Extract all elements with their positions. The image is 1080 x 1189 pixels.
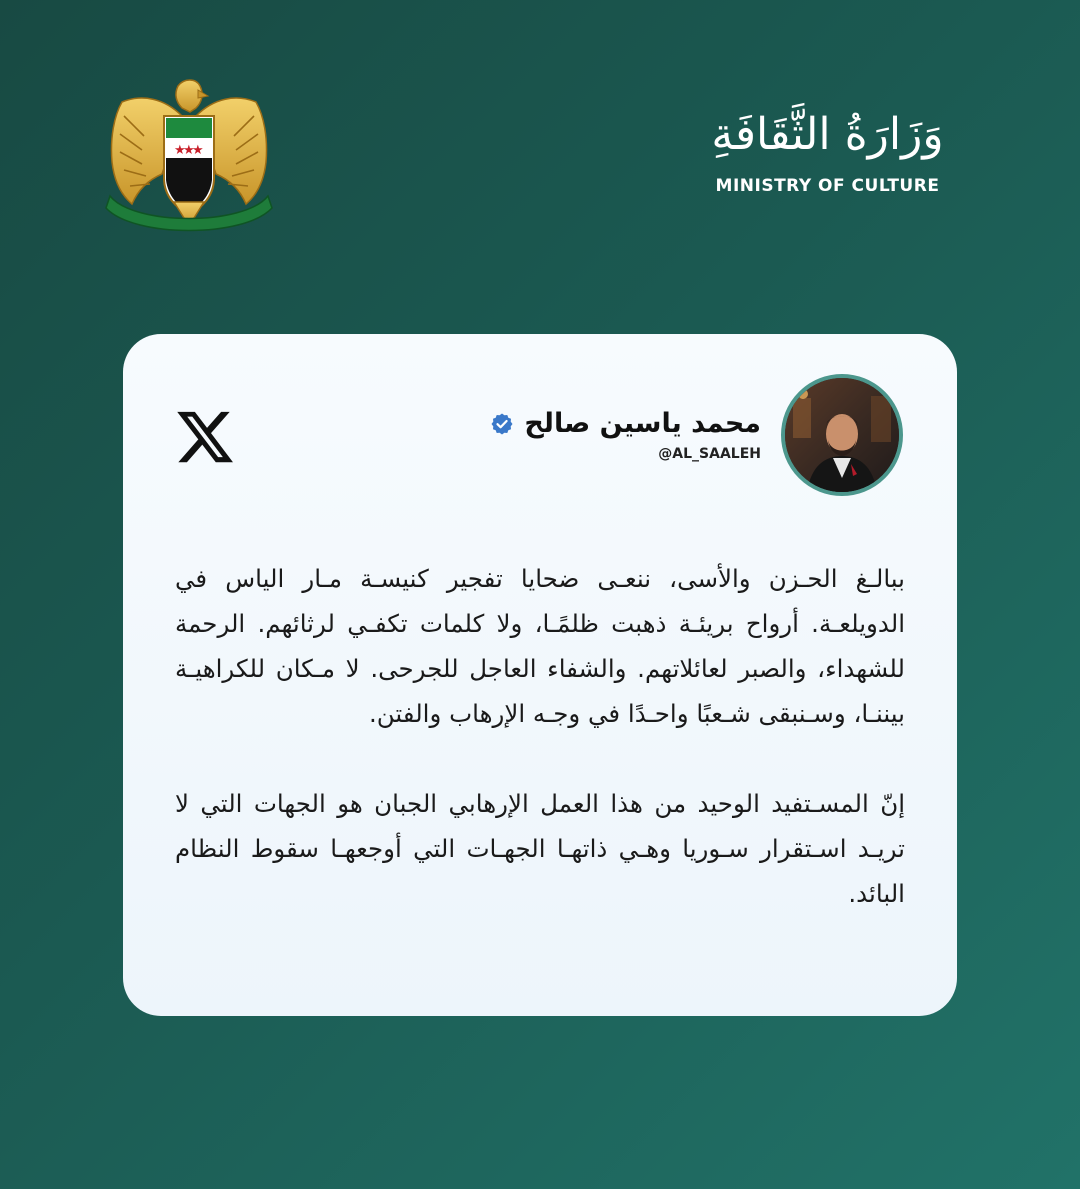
tweet-paragraph-2: إنّ المسـتفيد الوحيد من هذا العمل الإرهابي الجبان هو الجهات التي لا تريـد اسـتقرار سـوريا وهـي ذاتهـا الجهـات التي أوجعهـا سقوط النظام البائد. bbox=[175, 789, 905, 908]
eagle-emblem-icon bbox=[104, 76, 274, 236]
tweet-card bbox=[123, 334, 957, 1016]
tweet-text bbox=[175, 556, 905, 961]
author-handle[interactable]: @AL_SAALEH bbox=[658, 446, 761, 462]
ministry-name-arabic: وَزَارَةُ الثَّقَافَةِ bbox=[711, 109, 944, 160]
syrian-emblem bbox=[104, 76, 274, 236]
svg-text:★: ★ bbox=[174, 143, 186, 158]
svg-text:★: ★ bbox=[183, 143, 195, 158]
avatar-photo-icon bbox=[785, 378, 899, 492]
tweet-paragraph-1: ببالـغ الحـزن والأسى، ننعـى ضحايا تفجير كنيسـة مـار الياس في الدويلعـة. أرواح بريئـة ذهبت ظلمًـا، ولا كلمات تكفـي لرثائهم. الرحمة للشهداء، والصبر لعائلاتهم. والشفاء العاجل للجرحى. لا مـكان للكراهيـة بيننـا، وسـنبقى شـعبًا واحـدًا في وجـه الإرهاب والفتن. bbox=[175, 564, 905, 728]
ministry-name-english: MINISTRY OF CULTURE bbox=[715, 176, 940, 196]
ministry-logo bbox=[705, 98, 950, 208]
author-name[interactable]: محمد ياسين صالح bbox=[524, 408, 761, 439]
x-logo-icon[interactable] bbox=[174, 406, 236, 468]
avatar[interactable] bbox=[781, 374, 903, 496]
tweet-author[interactable] bbox=[490, 404, 761, 462]
verified-badge-icon bbox=[490, 412, 514, 436]
svg-text:★: ★ bbox=[192, 143, 204, 158]
